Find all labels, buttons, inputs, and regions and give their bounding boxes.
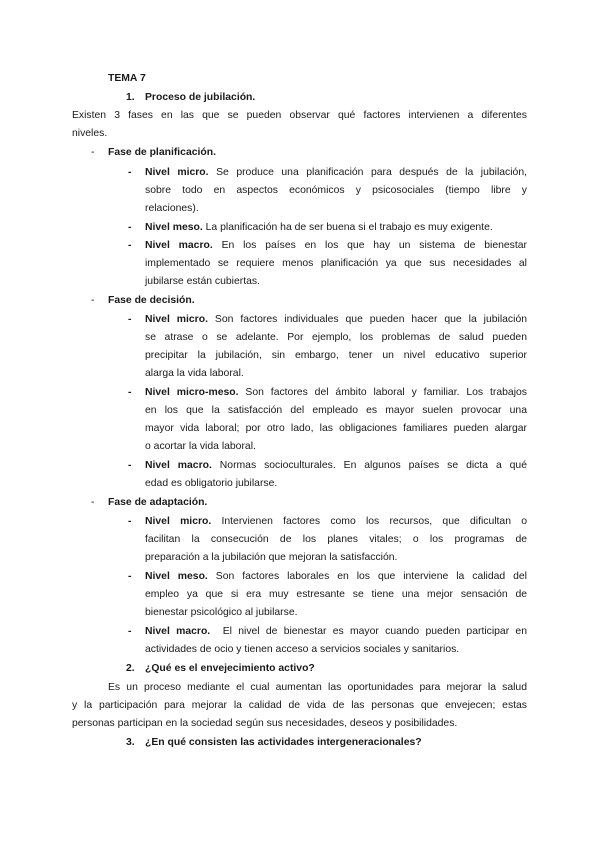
bullet-dash: - [128,571,132,582]
section-1-title: Proceso de jubilación. [145,92,256,103]
phase-1-title: Fase de planificación. [108,147,216,158]
phase-1-micro: Nivel micro. Se produce una planificación para después de la jubilación, [145,167,528,178]
phase-1-macro-cont: jubilarse están cubiertas. [145,276,260,287]
bullet-dash: - [128,516,132,527]
phase-3-meso-cont: bienestar psicológico al jubilarse. [145,607,298,618]
bullet-dash: - [128,626,132,637]
phase-2-macro: Nivel macro. Normas socioculturales. En algunos países se dicta a qué [145,460,527,471]
phase-2-micro-cont: precipitar la jubilación, sin embargo, tener un nivel educativo superior [145,350,527,361]
bullet-dash: - [128,314,132,325]
phase-3-micro-cont: preparación a la jubilación que mejoran la satisfacción. [145,552,398,563]
bullet-dash: - [91,147,95,158]
bullet-dash: - [91,295,95,306]
phase-1-macro: Nivel macro. En los países en los que hay un sistema de bienestar [145,240,527,251]
section-1-number: 1. [126,92,135,103]
section-2-body: Es un proceso mediante el cual aumentan las oportunidades para mejorar la salud [108,682,527,693]
intro-line: Existen 3 fases en las que se pueden observar qué factores intervienen a diferentes [72,110,527,121]
phase-2-micromeso-cont: en los que la satisfacción del empleado es mayor suelen provocar una [145,405,527,416]
phase-3-micro: Nivel micro. Intervienen factores como los recursos, que dificultan o [145,516,528,527]
phase-2-micromeso-cont: mayor vida laboral; por otro lado, las obligaciones familiares pueden alargar [145,423,527,434]
phase-3-macro-cont: actividades de ocio y tienen acceso a servicios sociales y sanitarios. [145,644,460,655]
section-2-body: personas participan en la sociedad según sus necesidades, deseos y posibilidades. [72,718,458,729]
phase-3-micro-cont: facilitan la consecución de los planes vitales; o los programas de [145,534,527,545]
tema-heading: TEMA 7 [108,73,146,84]
phase-2-micro: Nivel micro. Son factores individuales que pueden hacer que la jubilación [145,314,527,325]
section-3-number: 3. [126,737,135,748]
bullet-dash: - [91,497,95,508]
phase-2-micromeso-cont: o acortar la vida laboral. [145,441,256,452]
phase-1-macro-cont: implementado se requiere menos planificación ya que sus necesidades al [145,258,527,269]
phase-3-title: Fase de adaptación. [108,497,208,508]
phase-2-micro-cont: alarga la vida laboral. [145,368,244,379]
phase-3-meso: Nivel meso. Son factores laborales en los que interviene la calidad del [145,571,527,582]
section-3-title: ¿En qué consisten las actividades intergeneracionales? [145,737,422,748]
phase-1-micro-cont: relaciones). [145,203,199,214]
bullet-dash: - [128,167,132,178]
section-2-number: 2. [126,663,135,674]
bullet-dash: - [128,460,132,471]
phase-2-micro-cont: se atrase o se adelante. Por ejemplo, los problemas de salud pueden [145,332,527,343]
phase-3-macro: Nivel macro. El nivel de bienestar es mayor cuando pueden participar en [145,626,527,637]
bullet-dash: - [128,222,132,233]
phase-2-micromeso: Nivel micro-meso. Son factores del ámbito laboral y familiar. Los trabajos [145,387,527,398]
bullet-dash: - [128,240,132,251]
bullet-dash: - [128,387,132,398]
phase-3-meso-cont: empleo ya que si era muy estresante se tiene una mejor sensación de [145,589,527,600]
phase-1-micro-cont: sobre todo en aspectos económicos y psicosociales (tiempo libre y [145,185,527,196]
phase-2-title: Fase de decisión. [108,295,195,306]
section-2-title: ¿Qué es el envejecimiento activo? [145,663,315,674]
intro-line: niveles. [72,128,108,139]
section-2-body: y la participación para mejorar la calidad de vida de las personas que envejecen; estas [72,700,527,711]
phase-2-macro-cont: edad es obligatorio jubilarse. [145,478,278,489]
phase-1-meso: Nivel meso. La planificación ha de ser buena si el trabajo es muy exigente. [145,222,493,233]
